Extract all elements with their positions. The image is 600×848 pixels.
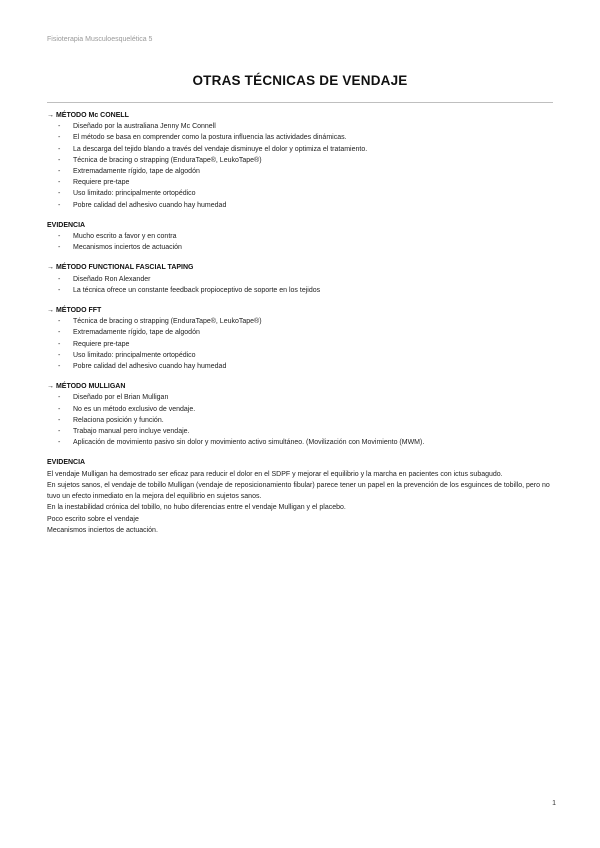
list-item-text: Técnica de bracing o strapping (EnduraTape®, LeukoTape®) <box>73 318 262 326</box>
evidence-paragraph: En la inestabilidad crónica del tobillo, no hubo diferencias entre el vendaje Mulligan y el placebo. <box>47 504 346 512</box>
bullet-dash: - <box>58 340 61 348</box>
list-item-text: Uso limitado: principalmente ortopédico <box>73 190 196 198</box>
list-item <box>47 327 557 338</box>
section-heading: → MÉTODO FUNCTIONAL FASCIAL TAPING <box>47 264 194 272</box>
bullet-dash: - <box>58 439 61 447</box>
bullet-dash: - <box>58 405 61 413</box>
list-item <box>47 242 557 253</box>
list-item <box>47 350 557 361</box>
list-item-text: Extremadamente rígido, tape de algodón <box>73 168 200 176</box>
list-item <box>47 437 557 448</box>
list-item <box>47 200 557 211</box>
bullet-dash: - <box>58 428 61 436</box>
section-functional-fascial-taping <box>47 262 557 296</box>
list-item-text: Requiere pre-tape <box>73 179 130 187</box>
bullet-dash: - <box>58 329 61 337</box>
bullet-list <box>47 392 557 448</box>
list-item <box>47 132 557 143</box>
title-divider <box>47 102 553 103</box>
list-item-text: Pobre calidad del adhesivo cuando hay humedad <box>73 201 227 209</box>
bullet-dash: - <box>58 168 61 176</box>
document-content <box>47 110 557 545</box>
list-item-text: El método se basa en comprender como la postura influencia las actividades dinámicas. <box>73 134 347 142</box>
bullet-dash: - <box>58 123 61 131</box>
list-item <box>47 339 557 350</box>
list-item-text: La descarga del tejido blando a través del vendaje disminuye el dolor y optimiza el tratamiento. <box>73 145 368 153</box>
section-fft <box>47 305 557 372</box>
list-item <box>47 415 557 426</box>
page-header: Fisioterapia Musculoesquelética 5 <box>47 36 153 43</box>
bullet-list <box>47 274 557 296</box>
section-mcconnell <box>47 110 557 211</box>
list-item <box>47 361 557 372</box>
bullet-dash: - <box>58 233 61 241</box>
list-item <box>47 188 557 199</box>
list-item-text: Uso limitado: principalmente ortopédico <box>73 351 196 359</box>
bullet-list <box>47 231 557 253</box>
list-item-text: Pobre calidad del adhesivo cuando hay humedad <box>73 363 227 371</box>
bullet-dash: - <box>58 201 61 209</box>
bullet-dash: - <box>58 351 61 359</box>
bullet-dash: - <box>58 394 61 402</box>
list-item <box>47 166 557 177</box>
bullet-dash: - <box>58 286 61 294</box>
page-number: 1 <box>552 800 556 807</box>
bullet-dash: - <box>58 145 61 153</box>
section-heading: → MÉTODO FFT <box>47 307 102 315</box>
bullet-dash: - <box>58 363 61 371</box>
bullet-dash: - <box>58 156 61 164</box>
list-item-text: Diseñado por la australiana Jenny Mc Connell <box>73 123 216 131</box>
list-item-text: Técnica de bracing o strapping (EnduraTape®, LeukoTape®) <box>73 156 262 164</box>
bullet-dash: - <box>58 134 61 142</box>
section-mulligan <box>47 381 557 448</box>
list-item-text: Extremadamente rígido, tape de algodón <box>73 329 200 337</box>
list-item <box>47 392 557 403</box>
section-heading: EVIDENCIA <box>47 221 86 229</box>
list-item <box>47 404 557 415</box>
list-item <box>47 285 557 296</box>
list-item-text: Trabajo manual pero incluye vendaje. <box>73 428 190 436</box>
bullet-dash: - <box>58 275 61 283</box>
bullet-list <box>47 121 557 211</box>
section-evidence-mulligan <box>47 457 557 535</box>
list-item-text: Requiere pre-tape <box>73 340 130 348</box>
list-item <box>47 231 557 242</box>
list-item <box>47 177 557 188</box>
bullet-dash: - <box>58 190 61 198</box>
evidence-paragraph: Mecanismos inciertos de actuación. <box>47 526 158 534</box>
evidence-paragraph: En sujetos sanos, el vendaje de tobillo Mulligan (vendaje de reposicionamiento fibular) parece tener un papel en la prevención de los esguinces de tobillo, pero no tuvo un efecto inmediato en la mejora del equilibrio en sujetos sanos. <box>47 481 550 501</box>
list-item-text: Relaciona posición y función. <box>73 416 164 424</box>
list-item-text: No es un método exclusivo de vendaje. <box>73 405 196 413</box>
list-item-text: Mecanismos inciertos de actuación <box>73 244 182 252</box>
list-item <box>47 144 557 155</box>
list-item <box>47 316 557 327</box>
bullet-dash: - <box>58 318 61 326</box>
bullet-dash: - <box>58 179 61 187</box>
bullet-dash: - <box>58 416 61 424</box>
page-title: OTRAS TÉCNICAS DE VENDAJE <box>192 73 408 88</box>
section-heading: → MÉTODO Mc CONELL <box>47 112 129 119</box>
list-item-text: Aplicación de movimiento pasivo sin dolor y movimiento activo simultáneo. (Movilización con Movimiento (MWM). <box>73 439 425 447</box>
bullet-dash: - <box>58 244 61 252</box>
list-item-text: Diseñado por el Brian Mulligan <box>73 394 169 402</box>
list-item <box>47 274 557 285</box>
section-evidence-mcconnell <box>47 220 557 254</box>
list-item <box>47 121 557 132</box>
list-item-text: La técnica ofrece un constante feedback propioceptivo de soporte en los tejidos <box>73 286 321 294</box>
bullet-list <box>47 316 557 372</box>
evidence-paragraph: Poco escrito sobre el vendaje <box>47 515 139 523</box>
evidence-paragraph: El vendaje Mulligan ha demostrado ser eficaz para reducir el dolor en el SDPF y mejorar el equilibrio y la marcha en pacientes con ictus subagudo. <box>47 470 503 478</box>
list-item <box>47 426 557 437</box>
list-item-text: Diseñado Ron Alexander <box>73 275 151 283</box>
section-heading: → MÉTODO MULLIGAN <box>47 383 126 391</box>
list-item <box>47 155 557 166</box>
section-heading: EVIDENCIA <box>47 459 86 467</box>
list-item-text: Mucho escrito a favor y en contra <box>73 233 177 241</box>
